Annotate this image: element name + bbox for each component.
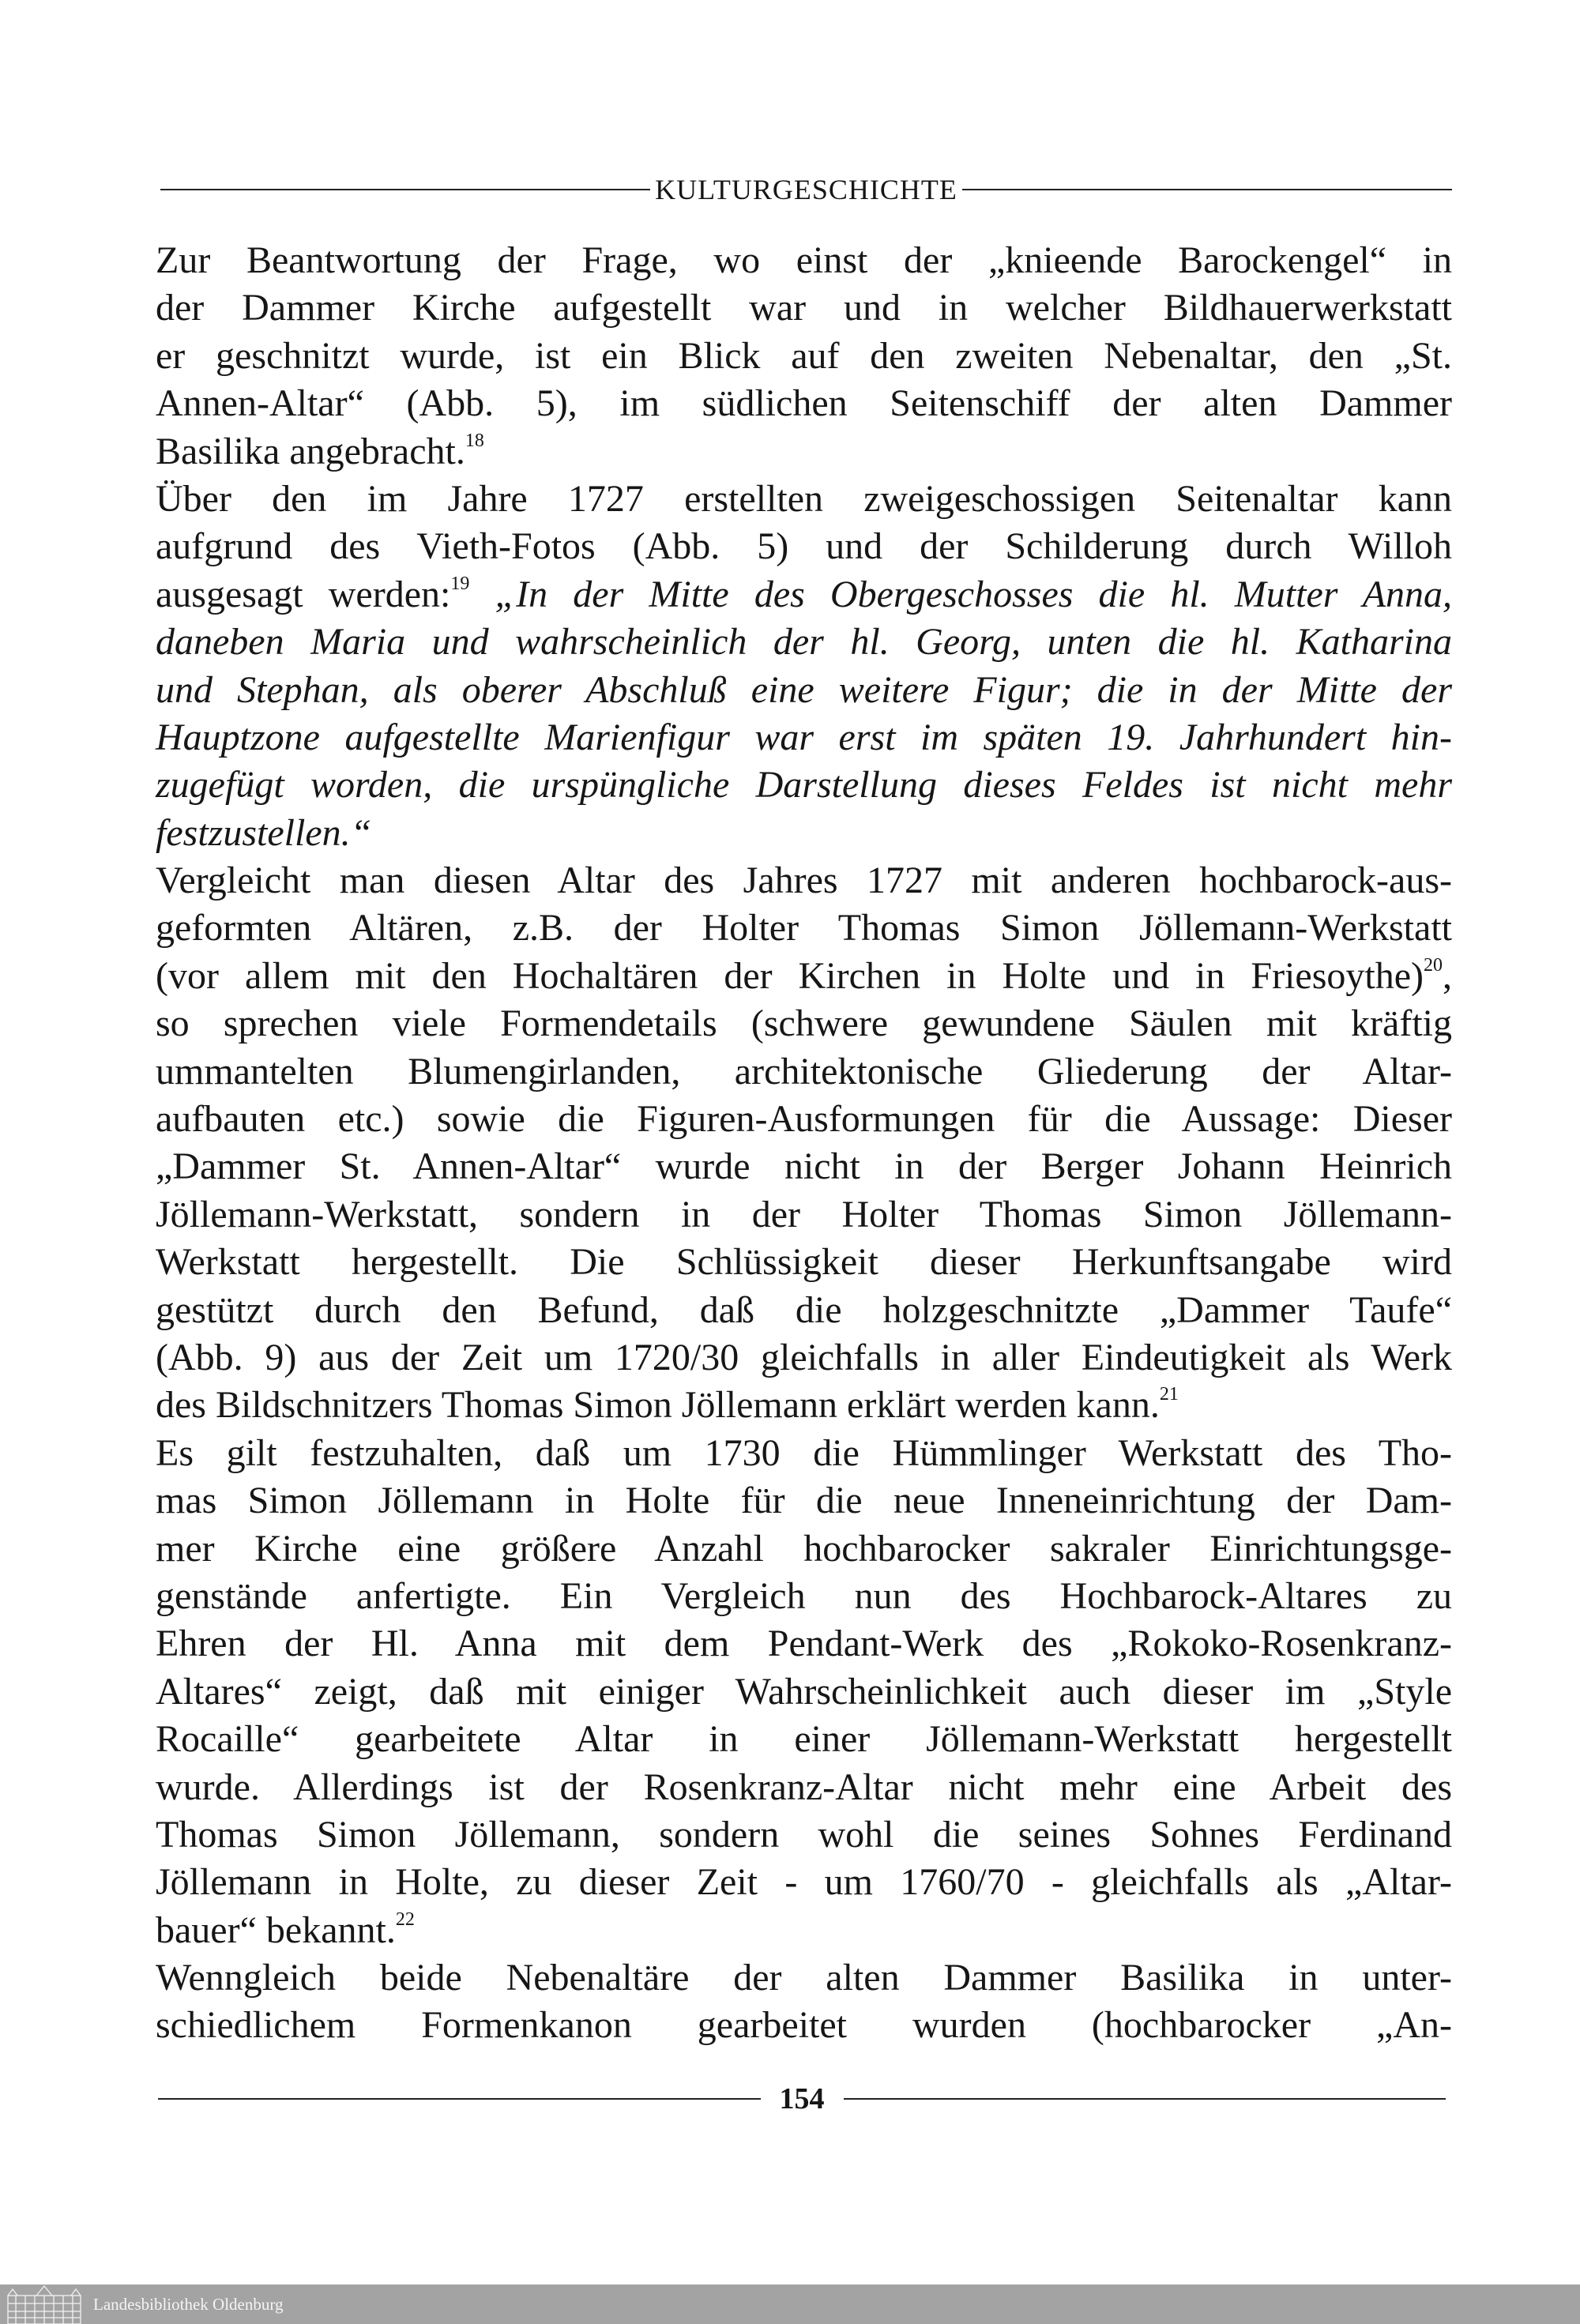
- text-segment: wurde. Allerdings ist der Rosenkranz-Altar nicht mehr eine Arbeit des: [156, 1766, 1452, 1808]
- text-line: [156, 284, 1452, 332]
- header-rule-right: [962, 189, 1452, 190]
- footnote-reference: 20: [1424, 954, 1443, 976]
- library-name: Landesbibliothek Oldenburg: [93, 2294, 284, 2314]
- text-line: [156, 667, 1452, 714]
- text-segment: (Abb. 9) aus der Zeit um 1720/30 gleichfalls in aller Eindeutigkeit als Werk: [156, 1336, 1452, 1378]
- folio-rule-right: [844, 2098, 1446, 2100]
- footnote-reference: 18: [465, 430, 484, 451]
- text-segment: Über den im Jahre 1727 erstellten zweigeschossigen Seitenaltar kann: [156, 477, 1452, 520]
- text-line: [156, 1525, 1452, 1573]
- text-segment: aufbauten etc.) sowie die Figuren-Ausformungen für die Aussage: Dieser: [156, 1098, 1452, 1141]
- text-line: [156, 1954, 1452, 2002]
- text-line: [156, 1239, 1452, 1286]
- footnote-reference: 21: [1159, 1384, 1179, 1405]
- text-line: [156, 333, 1452, 380]
- text-line: [156, 953, 1452, 1000]
- page-number: 154: [779, 2082, 825, 2115]
- text-line: [156, 1334, 1452, 1382]
- text-segment: ummantelten Blumengirlanden, architektonische Gliederung der Altar-: [156, 1050, 1452, 1092]
- text-line: [156, 1096, 1452, 1143]
- text-segment: er geschnitzt wurde, ist ein Blick auf den zweiten Nebenaltar, den „St.: [156, 334, 1452, 377]
- text-segment: gestützt durch den Befund, daß die holzgeschnitzte „Dammer Taufe“: [156, 1288, 1452, 1331]
- text-line: [156, 1477, 1452, 1525]
- library-building-logo: [5, 2285, 84, 2324]
- page-folio: [158, 2079, 1446, 2119]
- quoted-text: daneben Maria und wahrscheinlich der hl. Georg, unten die hl. Katharina: [156, 621, 1452, 664]
- text-segment: Wenngleich beide Nebenaltäre der alten Dammer Basilika in unter-: [156, 1957, 1452, 1999]
- text-segment: Annen-Altar“ (Abb. 5), im südlichen Seitenschiff der alten Dammer: [156, 382, 1452, 425]
- quoted-text: „In der Mitte des Obergeschosses die hl. Mutter Anna,: [469, 573, 1453, 615]
- text-segment: geformten Altären, z.B. der Holter Thomas Simon Jöllemann-Werkstatt: [156, 907, 1452, 950]
- library-footer-bar: [0, 2285, 1580, 2324]
- text-segment: bauer“ bekannt.: [156, 1908, 396, 1951]
- text-segment: der Dammer Kirche aufgestellt war und in welcher Bildhauerwerkstatt: [156, 287, 1452, 329]
- text-segment: (vor allem mit den Hochaltären der Kirchen in Holte und in Friesoythe): [156, 954, 1424, 997]
- text-line: [156, 1620, 1452, 1668]
- text-segment: aufgrund des Vieth-Fotos (Abb. 5) und der Schilderung durch Willoh: [156, 525, 1452, 568]
- text-line: [156, 1287, 1452, 1334]
- text-line: [156, 523, 1452, 570]
- quoted-text: Hauptzone aufgestellte Marienfigur war erst im späten 19. Jahrhundert hin-: [156, 716, 1452, 758]
- text-line: [156, 571, 1452, 619]
- text-segment: schiedlichem Formenkanon gearbeitet wurden (hochbarocker „An-: [156, 2004, 1452, 2047]
- text-segment: des Bildschnitzers Thomas Simon Jöllemann erklärt werden kann.: [156, 1384, 1160, 1427]
- text-segment: Rocaille“ gearbeitete Altar in einer Jöllemann-Werkstatt hergestellt: [156, 1718, 1452, 1761]
- footnote-reference: 22: [395, 1908, 415, 1930]
- quoted-text: festzustellen.“: [156, 811, 372, 854]
- text-line: [156, 428, 1452, 476]
- text-line: [156, 1000, 1452, 1047]
- text-line: [156, 1191, 1452, 1239]
- text-line: [156, 1573, 1452, 1620]
- text-line: [156, 619, 1452, 666]
- text-segment: Thomas Simon Jöllemann, sondern wohl die seines Sohnes Ferdinand: [156, 1813, 1452, 1856]
- text-line: [156, 2002, 1452, 2049]
- text-line: [156, 476, 1452, 523]
- text-segment: mas Simon Jöllemann in Holte für die neue Inneneinrichtung der Dam-: [156, 1480, 1452, 1522]
- section-title: KULTURGESCHICHTE: [655, 174, 957, 205]
- text-line: [156, 810, 1452, 857]
- text-line: [156, 1668, 1452, 1716]
- text-segment: Basilika angebracht.: [156, 430, 465, 472]
- text-line: [156, 1048, 1452, 1096]
- text-line: [156, 1859, 1452, 1906]
- folio-rule-left: [158, 2098, 761, 2100]
- quoted-text: und Stephan, als oberer Abschluß eine weitere Figur; die in der Mitte der: [156, 668, 1452, 711]
- text-segment: Jöllemann-Werkstatt, sondern in der Holter Thomas Simon Jöllemann-: [156, 1193, 1452, 1235]
- text-line: [156, 762, 1452, 809]
- footnote-reference: 19: [450, 573, 470, 594]
- text-line: [156, 1430, 1452, 1477]
- text-line: [156, 714, 1452, 762]
- text-segment: Ehren der Hl. Anna mit dem Pendant-Werk des „Rokoko-Rosenkranz-: [156, 1623, 1452, 1665]
- text-segment: Altares“ zeigt, daß mit einiger Wahrscheinlichkeit auch dieser im „Style: [156, 1670, 1452, 1713]
- text-line: [156, 237, 1452, 284]
- text-segment: „Dammer St. Annen-Altar“ wurde nicht in der Berger Johann Heinrich: [156, 1145, 1452, 1188]
- text-segment: Vergleicht man diesen Altar des Jahres 1727 mit anderen hochbarock-aus-: [156, 859, 1452, 902]
- body-text: [156, 237, 1452, 2050]
- text-line: [156, 904, 1452, 952]
- quoted-text: zugefügt worden, die urspüngliche Darstellung dieses Feldes ist nicht mehr: [156, 764, 1452, 807]
- text-line: [156, 857, 1452, 904]
- header-rule-left: [160, 189, 650, 190]
- text-segment: genstände anfertigte. Ein Vergleich nun des Hochbarock-Altares zu: [156, 1574, 1452, 1617]
- text-segment: Werkstatt hergestellt. Die Schlüssigkeit dieser Herkunftsangabe wird: [156, 1241, 1452, 1284]
- text-segment: Jöllemann in Holte, zu dieser Zeit - um 1760/70 - gleichfalls als „Altar-: [156, 1861, 1452, 1904]
- text-line: [156, 380, 1452, 427]
- text-line: [156, 1811, 1452, 1859]
- text-segment: so sprechen viele Formendetails (schwere gewundene Säulen mit kräftig: [156, 1002, 1452, 1045]
- text-segment: ,: [1443, 954, 1452, 997]
- text-line: [156, 1764, 1452, 1811]
- text-segment: ausgesagt werden:: [156, 573, 451, 615]
- text-segment: Es gilt festzuhalten, daß um 1730 die Hümmlinger Werkstatt des Tho-: [156, 1431, 1452, 1474]
- text-line: [156, 1143, 1452, 1190]
- text-segment: mer Kirche eine größere Anzahl hochbarocker sakraler Einrichtungsge-: [156, 1527, 1452, 1570]
- text-line: [156, 1716, 1452, 1763]
- text-segment: Zur Beantwortung der Frage, wo einst der „knieende Barockengel“ in: [156, 239, 1452, 281]
- running-head: [160, 167, 1452, 212]
- text-line: [156, 1907, 1452, 1954]
- text-line: [156, 1382, 1452, 1429]
